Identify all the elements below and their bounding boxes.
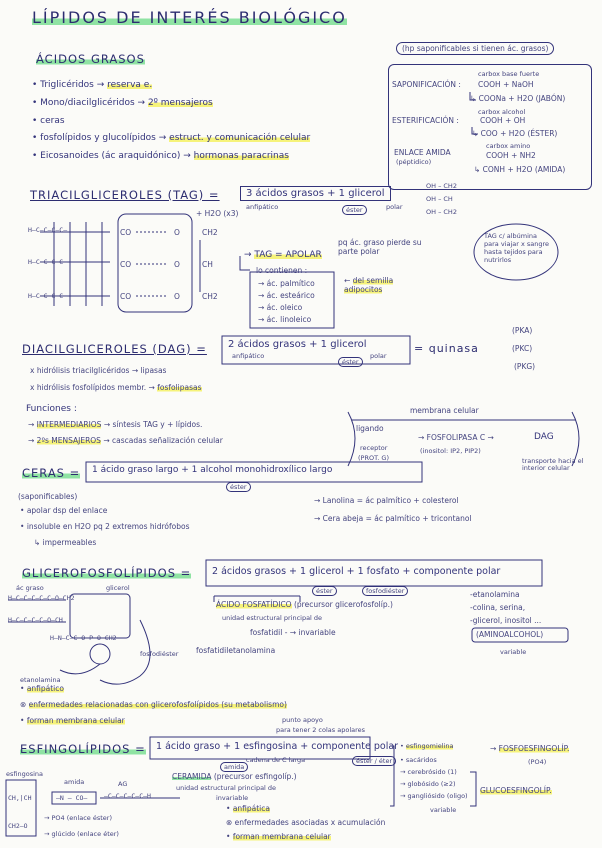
dag-pka: (PKA)	[512, 326, 533, 335]
ceras-impermeables: ↳ impermeables	[34, 538, 97, 547]
glicero-phosphate: H–N–C–C–O–P–O–CH2	[50, 634, 117, 642]
tag-formula: 3 ácidos grasos + 1 glicerol	[240, 186, 391, 201]
tag-ester: éster	[342, 205, 367, 215]
tag-c-3: CH2	[202, 292, 218, 301]
amida-label: ENLACE AMIDA	[394, 148, 451, 157]
page-title: LÍPIDOS DE INTERÉS BIOLÓGICO	[32, 8, 347, 27]
receptor-label: receptor	[360, 444, 388, 452]
fosfoesfingo-po4: (PO4)	[528, 758, 547, 766]
esfingo-bullet-3: • forman membrana celular	[226, 832, 331, 841]
dag-hidrolisis-2: x hidrólisis fosfolípidos membr. → fosfolipasas	[30, 383, 202, 392]
esfingo-mol-2: –N – CO–	[56, 794, 88, 802]
glicero-chain-2: H–C–C–C–C–O–CH	[8, 616, 63, 624]
acidos-heading: ÁCIDOS GRASOS	[36, 52, 145, 66]
esfingo-bullet-2: ⊗ enfermedades asociadas x acumulación	[226, 818, 386, 827]
tag-co-3: CO	[120, 292, 132, 301]
transporte-note: transporte hacia el interior celular	[522, 457, 584, 472]
ceras-insoluble: • insoluble en H2O pq 2 extremos hidrófobos	[20, 522, 190, 531]
amida-top: carbox amino	[486, 142, 531, 150]
tag-c-2: CH	[202, 260, 213, 269]
esfingo-comp-1: • esfingomielina	[400, 742, 454, 750]
sapon-top: carbox base fuerte	[478, 70, 540, 78]
ester-label: ESTERIFICACIÓN :	[392, 116, 459, 125]
glicero-variable: variable	[500, 648, 527, 656]
dag-ester: éster	[338, 357, 363, 367]
tag-albumina-note: TAG c/ albúmina para viajar x sangre hasta tejidos para nutrirlos	[484, 232, 550, 264]
tag-co-2: CO	[120, 260, 132, 269]
esfingo-invariable: invariable	[216, 794, 249, 802]
tag-contiene-2: → ác. esteárico	[258, 291, 315, 300]
glycerol-3: OH – CH2	[426, 208, 457, 216]
esfingo-formula: 1 ácido graso + 1 esfingosina + componente polar	[156, 741, 399, 752]
glicero-glicerol: glicerol	[106, 584, 130, 592]
esfingo-mol-1: CH,|CH	[8, 794, 32, 802]
esfingo-ag-label: AG	[118, 780, 128, 788]
dag-quinasa: = quinasa	[414, 342, 479, 355]
ceras-cera-abeja: → Cera abeja = ác palmítico + tricontanol	[314, 514, 472, 523]
glicero-fosfodiester-label: fosfodiéster	[140, 650, 179, 658]
tag-contiene-3: → ác. oleico	[258, 303, 303, 312]
tag-contiene-4: → ác. linoleico	[258, 315, 312, 324]
esfingo-amida-label: amida	[64, 778, 85, 786]
glicero-chain-1: H–C–C–C–C–C–O–CH2	[8, 594, 75, 602]
esfingo-para-tener: para tener 2 colas apolares	[276, 726, 366, 734]
glicero-ester: éster	[312, 586, 337, 596]
acido-fosfatidico: ÁCIDO FOSFATÍDICO (precursor glicerofosfolíp.)	[216, 600, 393, 609]
ester-products: ↳ COO + H2O (ÉSTER)	[472, 129, 558, 138]
tag-anfipatico: anfipático	[246, 203, 279, 211]
list-item: • Eicosanoides (ác araquidónico) → hormonas paracrinas	[32, 151, 289, 161]
list-item: • Mono/diacilglicéridos → 2º mensajeros	[32, 98, 213, 108]
dag-hidrolisis-1: x hidrólisis triacilglicéridos → lipasas	[30, 366, 167, 375]
ligando-label: ligando	[356, 424, 384, 433]
ester-top: carbox alcohol	[478, 108, 526, 116]
ceras-formula: 1 ácido graso largo + 1 alcohol monohidroxílico largo	[92, 465, 333, 475]
glicero-ac-graso: ác graso	[16, 584, 44, 592]
tag-heading: TRIACILGLICEROLES (TAG) =	[30, 188, 220, 202]
funcion-intermediarios: → INTERMEDIARIOS → síntesis TAG y + lípidos.	[28, 420, 203, 429]
esfingo-amida: amida	[220, 762, 248, 772]
tag-chain-3: H–C–C–C–C–	[28, 292, 68, 300]
glicero-formula: 2 ácidos grasos + 1 glicerol + 1 fosfato + componente polar	[212, 566, 501, 577]
esfingo-comp-2: • sacáridos	[400, 756, 437, 764]
tag-apolar: → TAG = APOLAR	[244, 250, 322, 260]
glicero-fosfodiester: fosfodiéster	[362, 586, 408, 596]
aminoalcohol: (AMINOALCOHOL)	[476, 630, 544, 639]
esfingo-punto-apoyo: punto apoyo	[282, 716, 323, 724]
tag-contiene-1: → ác. palmítico	[258, 279, 315, 288]
glicero-bullet-2: ⊗ enfermedades relacionadas con glicerofosfolípidos (su metabolismo)	[20, 700, 287, 709]
glycerol-1: OH – CH2	[426, 182, 457, 190]
amida-products: ↳ CONH + H2O (AMIDA)	[474, 165, 566, 174]
glicero-comp-2: -colina, serina,	[470, 603, 526, 612]
esfingo-mol-3: –C–C–C–C–C–H	[104, 792, 151, 800]
list-item: • ceras	[32, 116, 65, 126]
sapon-label: SAPONIFICACIÓN :	[392, 80, 461, 89]
glicero-bullet-3: • forman membrana celular	[20, 716, 125, 725]
saponificable-tag: (hp saponificables si tienen ác. grasos)	[396, 42, 554, 55]
tag-polar: polar	[386, 203, 403, 211]
glicero-heading: GLICEROFOSFOLÍPIDOS =	[22, 566, 192, 580]
tag-apolar-note: pq ác. graso pierde su parte polar	[338, 238, 422, 256]
ceramida: CERAMIDA (precursor esfingolíp.)	[172, 772, 297, 781]
membrana-label: membrana celular	[410, 406, 479, 415]
glicero-comp-3: -glicerol, inositol ...	[470, 616, 542, 625]
amida-sub: (péptidico)	[396, 158, 432, 166]
tag-o-1: O	[174, 228, 180, 237]
dag-product: DAG	[534, 432, 554, 442]
fosfolipasa-c: → FOSFOLIPASA C →	[418, 433, 494, 442]
esfingo-cadena: cadena de C larga	[246, 756, 306, 764]
sapon-reactants: COOH + NaOH	[478, 80, 534, 89]
ceras-heading: CERAS =	[22, 466, 81, 480]
fosfoesfingolipido: → FOSFOESFINGOLÍP.	[490, 744, 570, 753]
ester-reactants: COOH + OH	[480, 116, 526, 125]
glucoesfingolipido: GLUCOESFINGOLÍP.	[480, 786, 552, 795]
tag-o-3: O	[174, 292, 180, 301]
h2o-x3: + H2O (x3)	[196, 209, 239, 218]
dag-polar: polar	[370, 352, 387, 360]
funciones-label: Funciones :	[26, 404, 77, 414]
dag-pkc: (PKC)	[512, 344, 533, 353]
esfingosina-label: esfingosina	[6, 770, 43, 778]
tag-contienen: lo contienen :	[256, 266, 308, 275]
list-item: • fosfolípidos y glucolípidos → estruct. y comunicación celular	[32, 133, 311, 143]
protg-label: (PROT. G)	[358, 454, 389, 462]
esfingo-comp-4: → globósido (≥2)	[400, 780, 456, 788]
funcion-mensajeros: → 2ºs MENSAJEROS → cascadas señalización celular	[28, 436, 223, 445]
esfingo-comp-5: → gangliósido (oligo)	[400, 792, 468, 800]
etanolamina-label: etanolamina	[20, 676, 61, 684]
esfingo-po4-label: → PO4 (enlace éster)	[44, 814, 112, 822]
inositol-label: (inositol: IP2, PIP2)	[420, 447, 481, 455]
esfingo-glucido-label: → glúcido (enlace éter)	[44, 830, 119, 838]
glycerol-2: OH – CH	[426, 195, 453, 203]
esfingo-ester: éster / éter	[352, 756, 396, 766]
glicero-unidad: unidad estructural principal de	[222, 614, 323, 622]
fosfatidiletanolamina: fosfatidiletanolamina	[196, 646, 276, 655]
glicero-fosfatidil: fosfatidil - → invariable	[250, 628, 336, 637]
esfingo-unidad: unidad estructural principal de	[176, 784, 277, 792]
tag-co-1: CO	[120, 228, 132, 237]
list-item: • Triglicéridos → reserva e.	[32, 80, 153, 90]
tag-o-2: O	[174, 260, 180, 269]
esfingo-mol-4: CH2–O	[8, 822, 28, 830]
amida-reactants: COOH + NH2	[486, 151, 536, 160]
esfingo-comp-3: → cerebrósido (1)	[400, 768, 457, 776]
tag-c-1: CH2	[202, 228, 218, 237]
dag-pkg: (PKG)	[514, 362, 536, 371]
sapon-products: ↳ COONa + H2O (JABÓN)	[470, 94, 566, 103]
ceras-saponif: (saponificables)	[18, 492, 78, 501]
ceras-lanolina: → Lanolina = ác palmítico + colesterol	[314, 496, 459, 505]
glicero-comp-1: -etanolamina	[470, 590, 520, 599]
glicero-bullet-1: • anfipático	[20, 684, 64, 693]
esfingo-variable: variable	[430, 806, 457, 814]
dag-heading: DIACILGLICEROLES (DAG) =	[22, 342, 207, 356]
ceras-ester: éster	[226, 482, 251, 492]
dag-anfipatico: anfipático	[232, 352, 265, 360]
tag-chain-1: H–C–C–C–C–	[28, 226, 68, 234]
esfingo-bullet-1: • anfipática	[226, 804, 270, 813]
dag-formula: 2 ácidos grasos + 1 glicerol	[228, 339, 367, 350]
tag-chain-2: H–C–C–C–C–	[28, 258, 68, 266]
tag-sebo: ← del semilla adipocitos	[344, 276, 394, 294]
esfingo-heading: ESFINGOLÍPIDOS =	[20, 742, 146, 756]
ceras-apolar: • apolar dsp del enlace	[20, 506, 108, 515]
